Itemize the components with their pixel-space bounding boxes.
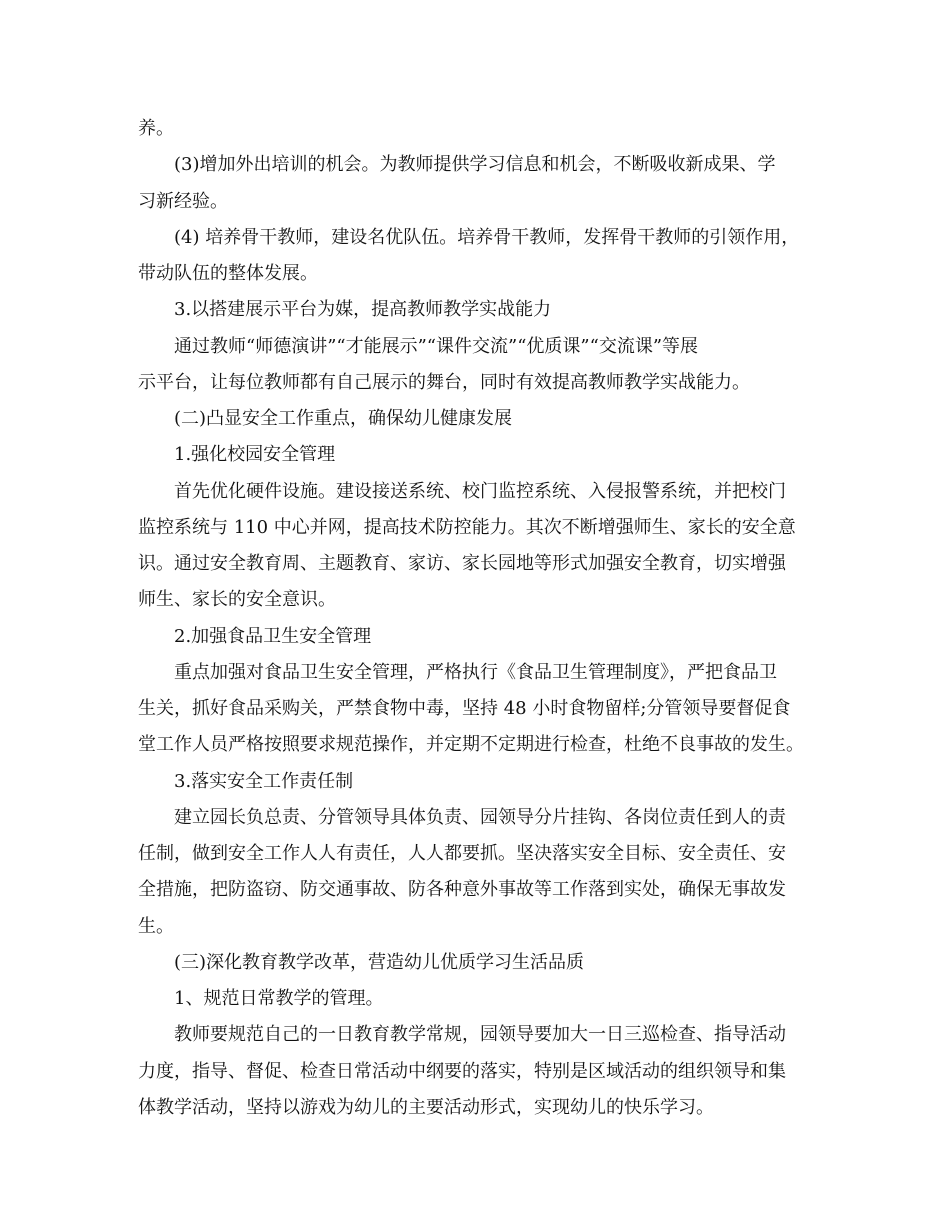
text-line: (3)增加外出培训的机会。为教师提供学习信息和机会，不断吸收新成果、学 <box>174 154 776 176</box>
text-line: 生。 <box>138 915 174 937</box>
text-line: 生关，抓好食品采购关，严禁食物中毒，坚持 48 小时食物留样;分管领导要督促食 <box>138 698 791 719</box>
text-line: 体教学活动，坚持以游戏为幼儿的主要活动形式，实现幼儿的快乐学习。 <box>138 1096 714 1118</box>
text-line: 识。通过安全教育周、主题教育、家访、家长园地等形式加强安全教育，切实增强 <box>138 553 786 574</box>
text-line: 重点加强对食品卫生安全管理，严格执行《食品卫生管理制度》，严把食品卫 <box>174 661 777 683</box>
text-line: 堂工作人员严格按照要求规范操作，并定期不定期进行检查，杜绝不良事故的发生。 <box>138 734 804 756</box>
text-line: 示平台，让每位教师都有自己展示的舞台，同时有效提高教师教学实战能力。 <box>138 371 750 393</box>
text-line: 师生、家长的安全意识。 <box>138 589 336 611</box>
text-line: (4) 培养骨干教师，建设名优队伍。培养骨干教师，发挥骨干教师的引领作用， <box>174 226 800 248</box>
text-line: 全措施，把防盗窃、防交通事故、防各种意外事故等工作落到实处，确保无事故发 <box>138 879 786 901</box>
text-line: 首先优化硬件设施。建设接送系统、校门监控系统、入侵报警系统，并把校门 <box>174 480 786 502</box>
text-line: 3.落实安全工作责任制 <box>174 770 354 792</box>
text-line: 带动队伍的整体发展。 <box>138 263 318 284</box>
text-line: 通过教师“师德演讲”“才能展示”“课件交流”“优质课”“交流课”等展 <box>174 335 699 357</box>
text-line: 2.加强食品卫生安全管理 <box>174 625 372 647</box>
text-line: (三)深化教育教学改革，营造幼儿优质学习生活品质 <box>174 951 585 973</box>
text-line: (二)凸显安全工作重点，确保幼儿健康发展 <box>174 408 513 429</box>
text-line: 监控系统与 110 中心并网，提高技术防控能力。其次不断增强师生、家长的安全意 <box>138 516 796 538</box>
text-line: 1.强化校园安全管理 <box>174 444 336 466</box>
text-line: 习新经验。 <box>138 190 228 212</box>
document-body <box>138 111 824 1126</box>
text-line: 教师要规范自己的一日教育教学常规，园领导要加大一日三巡检查、指导活动 <box>174 1024 786 1046</box>
text-line: 1、规范日常教学的管理。 <box>174 988 384 1009</box>
text-line: 任制，做到安全工作人人有责任，人人都要抓。坚决落实安全目标、安全责任、安 <box>138 843 786 864</box>
text-line: 力度，指导、督促、检查日常活动中纲要的落实，特别是区域活动的组织领导和集 <box>138 1060 786 1082</box>
text-line: 3.以搭建展示平台为媒，提高教师教学实战能力 <box>174 299 552 321</box>
text-line: 养。 <box>138 118 174 139</box>
text-line: 建立园长负总责、分管领导具体负责、园领导分片挂钩、各岗位责任到人的责 <box>174 806 786 828</box>
